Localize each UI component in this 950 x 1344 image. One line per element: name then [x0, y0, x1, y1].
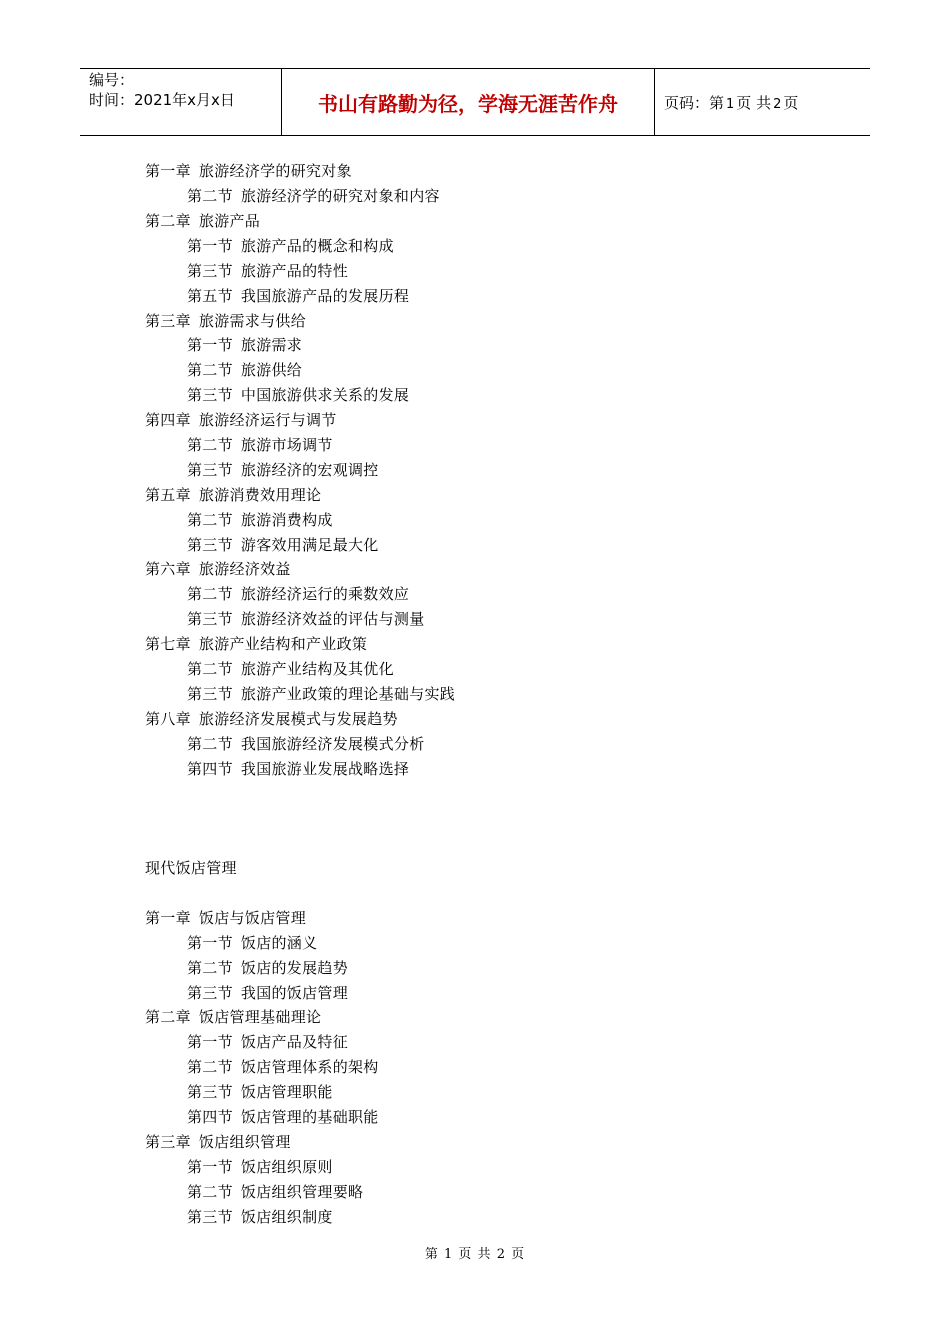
toc-title: 旅游需求	[240, 336, 303, 354]
book-title: 现代饭店管理	[145, 859, 237, 877]
toc-title: 旅游产品的特性	[240, 262, 349, 280]
toc-chapter	[145, 211, 260, 231]
toc-number: 第三节	[187, 536, 233, 554]
toc-section	[187, 584, 409, 604]
page-header	[80, 68, 870, 136]
toc-title: 我国旅游业发展战略选择	[240, 760, 410, 778]
toc-number: 第二节	[187, 660, 233, 678]
toc-title: 饭店组织管理	[198, 1133, 291, 1151]
toc-section	[187, 535, 379, 555]
toc-title: 旅游供给	[240, 361, 303, 379]
toc-section	[187, 1207, 333, 1227]
toc-number: 第三节	[187, 386, 233, 404]
toc-number: 第二节	[187, 1058, 233, 1076]
toc-title: 旅游经济的宏观调控	[240, 461, 379, 479]
toc-number: 第三节	[187, 610, 233, 628]
toc-section	[187, 684, 455, 704]
toc-title: 饭店组织制度	[240, 1208, 333, 1226]
toc-number: 第四节	[187, 760, 233, 778]
toc-title: 我国的饭店管理	[240, 984, 349, 1002]
toc-section	[187, 510, 333, 530]
toc-chapter	[145, 1132, 291, 1152]
toc-number: 第一节	[187, 1158, 233, 1176]
toc-chapter	[145, 634, 367, 654]
document-code-label: 编号：	[89, 71, 135, 89]
toc-number: 第一节	[187, 237, 233, 255]
toc-chapter	[145, 161, 352, 181]
toc-title: 饭店产品及特征	[240, 1033, 349, 1051]
toc-title: 旅游产业结构及其优化	[240, 660, 394, 678]
toc-section	[187, 983, 348, 1003]
toc-number: 第五节	[187, 287, 233, 305]
toc-title: 游客效用满足最大化	[240, 536, 379, 554]
toc-section	[187, 958, 348, 978]
toc-section	[187, 385, 409, 405]
toc-section	[187, 933, 317, 953]
toc-number: 第一章	[145, 162, 191, 180]
toc-number: 第三节	[187, 1208, 233, 1226]
page-total: 2	[773, 97, 782, 112]
toc-number: 第一节	[187, 336, 233, 354]
toc-number: 第三节	[187, 262, 233, 280]
toc-title: 旅游经济发展模式与发展趋势	[198, 710, 398, 728]
toc-number: 第一章	[145, 909, 191, 927]
toc-title: 旅游产业政策的理论基础与实践	[240, 685, 456, 703]
toc-section	[187, 286, 409, 306]
toc-title: 饭店管理基础理论	[198, 1008, 322, 1026]
toc-number: 第八章	[145, 710, 191, 728]
page-suffix: 页	[783, 94, 799, 112]
toc-title: 旅游经济运行与调节	[198, 411, 337, 429]
toc-chapter	[145, 410, 337, 430]
toc-title: 旅游消费效用理论	[198, 486, 322, 504]
toc-title: 饭店组织原则	[240, 1158, 333, 1176]
toc-section	[187, 734, 425, 754]
toc-number: 第二节	[187, 1183, 233, 1201]
toc-chapter	[145, 485, 321, 505]
page-middle: 页 共	[736, 94, 772, 112]
toc-number: 第二节	[187, 187, 233, 205]
toc-section	[187, 186, 440, 206]
toc-title: 旅游产品	[198, 212, 261, 230]
toc-number: 第一节	[187, 1033, 233, 1051]
toc-section	[187, 261, 348, 281]
header-page-cell	[655, 69, 870, 135]
toc-title: 中国旅游供求关系的发展	[240, 386, 410, 404]
toc-number: 第七章	[145, 635, 191, 653]
toc-chapter	[145, 1007, 321, 1027]
toc-section	[187, 1107, 379, 1127]
toc-title: 我国旅游经济发展模式分析	[240, 735, 425, 753]
toc-section	[187, 759, 409, 779]
toc-number: 第二节	[187, 585, 233, 603]
toc-title: 旅游需求与供给	[198, 312, 307, 330]
toc-number: 第三章	[145, 1133, 191, 1151]
toc-number: 第三节	[187, 1083, 233, 1101]
toc-chapter	[145, 908, 306, 928]
toc-section	[187, 609, 425, 629]
toc-number: 第二章	[145, 212, 191, 230]
toc-number: 第三节	[187, 984, 233, 1002]
toc-title: 旅游市场调节	[240, 436, 333, 454]
toc-title: 旅游产品的概念和构成	[240, 237, 394, 255]
toc-title: 饭店组织管理要略	[240, 1183, 364, 1201]
toc-title: 饭店管理职能	[240, 1083, 333, 1101]
page-footer: 第 1 页 共 2 页	[424, 1247, 526, 1262]
toc-title: 旅游产业结构和产业政策	[198, 635, 368, 653]
toc-title: 旅游经济效益	[198, 560, 291, 578]
toc-number: 第二节	[187, 959, 233, 977]
document-date-label: 时间：2021年x月x日	[89, 91, 235, 109]
toc-number: 第六章	[145, 560, 191, 578]
toc-title: 旅游经济运行的乘数效应	[240, 585, 410, 603]
toc-section	[187, 1082, 333, 1102]
toc-number: 第五章	[145, 486, 191, 504]
toc-number: 第四节	[187, 1108, 233, 1126]
header-page-number	[664, 93, 798, 115]
toc-title: 饭店的涵义	[240, 934, 318, 952]
toc-title: 我国旅游产品的发展历程	[240, 287, 410, 305]
toc-chapter	[145, 311, 306, 331]
toc-chapter	[145, 709, 398, 729]
toc-title: 饭店与饭店管理	[198, 909, 307, 927]
toc-chapter	[145, 559, 291, 579]
toc-number: 第三节	[187, 685, 233, 703]
toc-number: 第三章	[145, 312, 191, 330]
toc-title: 旅游消费构成	[240, 511, 333, 529]
toc-number: 第二章	[145, 1008, 191, 1026]
toc-section	[187, 1182, 363, 1202]
toc-section	[187, 1032, 348, 1052]
toc-number: 第四章	[145, 411, 191, 429]
toc-number: 第二节	[187, 735, 233, 753]
header-motto: 书山有路勤为径，学海无涯苦作舟	[318, 92, 618, 116]
toc-section	[187, 360, 302, 380]
toc-section	[187, 236, 394, 256]
toc-number: 第二节	[187, 361, 233, 379]
toc-number: 第一节	[187, 934, 233, 952]
toc-section	[187, 460, 379, 480]
toc-section	[187, 659, 394, 679]
toc-section	[187, 1157, 333, 1177]
toc-section	[187, 1057, 379, 1077]
toc-section	[187, 435, 333, 455]
toc-title: 饭店管理的基础职能	[240, 1108, 379, 1126]
toc-title: 饭店的发展趋势	[240, 959, 349, 977]
toc-title: 旅游经济效益的评估与测量	[240, 610, 425, 628]
toc-number: 第三节	[187, 461, 233, 479]
toc-title: 旅游经济学的研究对象和内容	[240, 187, 440, 205]
header-motto-cell	[282, 69, 655, 135]
page-current: 1	[726, 97, 735, 112]
toc-number: 第二节	[187, 436, 233, 454]
toc-number: 第二节	[187, 511, 233, 529]
toc-title: 饭店管理体系的架构	[240, 1058, 379, 1076]
header-meta-cell	[80, 69, 282, 135]
toc-title: 旅游经济学的研究对象	[198, 162, 352, 180]
toc-section	[187, 335, 302, 355]
page-prefix: 页码：第	[664, 94, 725, 112]
